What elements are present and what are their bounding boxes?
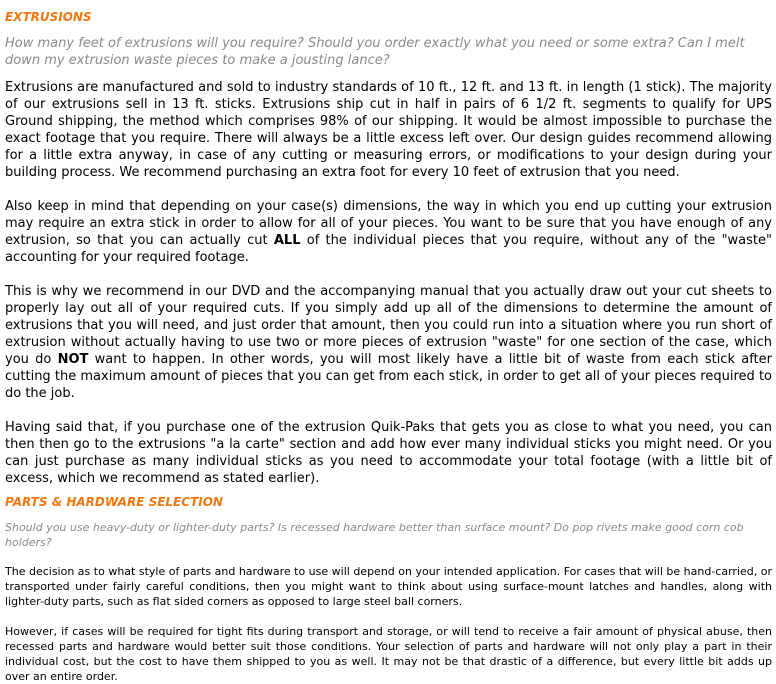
emphasis-not: NOT <box>57 352 89 367</box>
parts-hardware-question: Should you use heavy-duty or lighter-duty parts? Is recessed hardware better than surface mount? Do pop rivets make good corn cob holders? <box>5 521 744 549</box>
extrusions-paragraph-4: Having said that, if you purchase one of the extrusion Quik-Paks that gets you as close to what you need, you can then then go to the extrusions "a la carte" section and add how ever many individual sticks you might need. Or you can just purchase as many individual sticks as you need to accommodate your total footage (with a little bit of excess, which we recommend as stated earlier). <box>5 420 772 486</box>
emphasis-all: ALL <box>273 233 301 248</box>
parts-hardware-paragraph-2: However, if cases will be required for tight fits during transport and storage, or will tend to receive a fair amount of physical abuse, then recessed parts and hardware would better suit those conditions. Your selection of parts and hardware will not only play a part in their individual cost, but the cost to have them shipped to you as well. It may not be that drastic of a difference, but every little bit adds up over an entire order. <box>5 625 772 683</box>
extrusions-paragraph-3 <box>5 283 772 402</box>
paragraph-text: of the individual pieces that you require, without any of the "waste" accounting for your required footage. <box>5 233 772 265</box>
parts-hardware-section <box>5 495 772 684</box>
parts-hardware-paragraph-1: The decision as to what style of parts and hardware to use will depend on your intended application. For cases that will be hand-carried, or transported under fairly careful conditions, then you might want to think about using surface-mount latches and handles, along with lighter-duty parts, such as flat sided corners as opposed to large steel ball corners. <box>5 565 772 608</box>
paragraph-text: This is why we recommend in our DVD and the accompanying manual that you actually draw out your cut sheets to properly lay out all of your required cuts. If you simply add up all of the dimensions to determine the amount of extrusions that you will need, and just order that amount, then you could run into a situation where you run short of extrusion without actually having to use two or more pieces of extrusion "waste" for one section of the case, which you do <box>5 284 772 367</box>
extrusions-paragraph-2 <box>5 198 772 266</box>
parts-hardware-heading: PARTS & HARDWARE SELECTION <box>5 495 223 509</box>
extrusions-heading: EXTRUSIONS <box>5 10 92 24</box>
extrusions-paragraph-1: Extrusions are manufactured and sold to industry standards of 10 ft., 12 ft. and 13 ft. in length (1 stick). The majority of our extrusions sell in 13 ft. sticks. Extrusions ship cut in half in pairs of 6 1/2 ft. segments to qualify for UPS Ground shipping, the method which comprises 98% of our shipping. It would be almost impossible to purchase the exact footage that you require. There will always be a little excess left over. Our design guides recommend allowing for a little extra anyway, in case of any cutting or measuring errors, or modifications to your design during your building process. We recommend purchasing an extra foot for every 10 feet of extrusion that you need. <box>5 80 772 180</box>
extrusions-section <box>5 10 772 487</box>
extrusions-question: How many feet of extrusions will you require? Should you order exactly what you need or some extra? Can I melt down my extrusion waste pieces to make a jousting lance? <box>5 36 745 68</box>
paragraph-text: Also keep in mind that depending on your case(s) dimensions, the way in which you end up cutting your extrusion may require an extra stick in order to allow for all of your pieces. You want to be sure that you have enough of any extrusion, so that you can actually cut <box>5 199 772 248</box>
paragraph-text: want to happen. In other words, you will most likely have a little bit of waste from each stick after cutting the maximum amount of pieces that you can get from each stick, in order to get all of your pieces required to do the job. <box>5 352 772 401</box>
